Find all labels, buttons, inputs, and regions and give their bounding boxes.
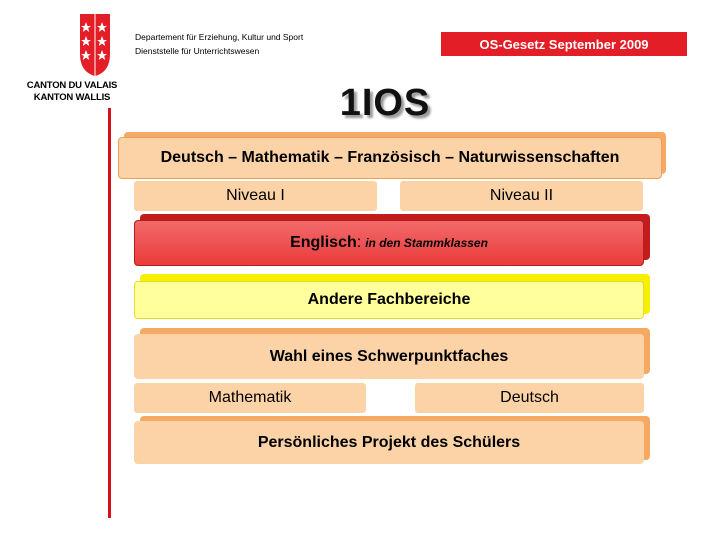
divider-line <box>108 108 111 518</box>
core-subjects-label: Deutsch – Mathematik – Französisch – Naturwissenschaften <box>160 149 620 166</box>
other-areas-box <box>134 281 644 319</box>
level-1-label: Niveau I <box>226 187 285 204</box>
level-1-box <box>134 181 377 211</box>
level-2-box <box>400 181 643 211</box>
canton-name-fr: CANTON DU VALAIS <box>26 80 118 91</box>
focus-choice-label: Wahl eines Schwerpunktfaches <box>269 347 509 365</box>
department-text: Departement für Erziehung, Kultur und Sport <box>135 32 304 42</box>
project-label: Persönliches Projekt des Schülers <box>257 433 521 451</box>
english-note: in den Stammklassen <box>365 236 488 250</box>
english-box <box>134 220 644 266</box>
canton-name-de: KANTON WALLIS <box>33 92 111 103</box>
level-2-label: Niveau II <box>489 187 554 204</box>
focus-option-1-box <box>134 383 366 413</box>
focus-option-2-label: Deutsch <box>500 389 559 406</box>
law-badge: OS-Gesetz September 2009 <box>441 32 687 56</box>
focus-option-1-label: Mathematik <box>208 389 292 406</box>
focus-choice-box <box>134 334 644 379</box>
focus-option-2-box <box>415 383 644 413</box>
office-text: Dienststelle für Unterrichtswesen <box>135 46 260 56</box>
core-subjects-box <box>118 137 662 179</box>
english-colon: : <box>356 234 362 251</box>
english-label: Englisch <box>290 234 357 251</box>
project-box <box>134 421 644 464</box>
other-areas-label: Andere Fachbereiche <box>307 291 471 308</box>
canton-crest-icon <box>80 14 110 76</box>
page-title: 1IOS <box>339 82 431 124</box>
